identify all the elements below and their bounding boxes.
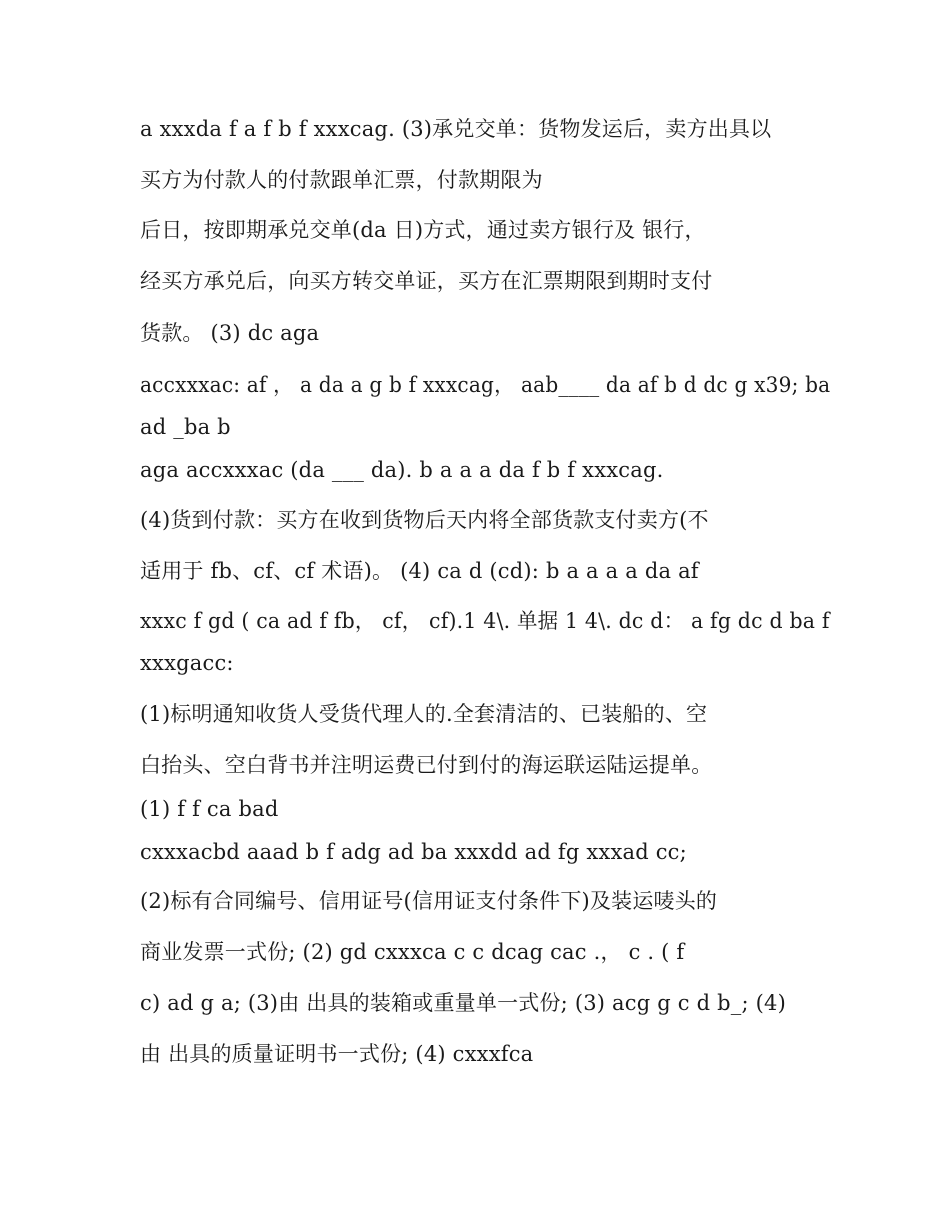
text-line: 适用于 fb、cf、cf 术语)。 (4) ca d (cd): b a a a a da af	[140, 559, 699, 583]
text-line: ad _ba b	[140, 415, 231, 439]
text-line: xxxgacc:	[140, 651, 234, 675]
text-line: c) ad g a; (3)由 出具的装箱或重量单一式份; (3) acg g c d b_; (4)	[140, 991, 786, 1015]
text-line: xxxc f gd ( ca ad f fb， cf， cf).1 4\. 单据 1 4\. dc d： a fg dc d ba f	[140, 609, 830, 633]
text-line: (2)标有合同编号、信用证号(信用证支付条件下)及装运唛头的	[140, 889, 718, 913]
text-line: a xxxda f a f b f xxxcag. (3)承兑交单：货物发运后，卖方出具以	[140, 117, 772, 141]
text-line: 由 出具的质量证明书一式份; (4) cxxxfca	[140, 1042, 534, 1066]
text-line: aga accxxxac (da ___ da). b a a a da f b f xxxcag.	[140, 458, 664, 482]
text-line: (4)货到付款：买方在收到货物后天内将全部货款支付卖方(不	[140, 508, 709, 532]
text-line: 白抬头、空白背书并注明运费已付到付的海运联运陆运提单。	[140, 753, 713, 777]
text-line: (1) f f ca bad	[140, 797, 279, 821]
text-line: accxxxac: af ， a da a g b f xxxcag， aab____ da af b d dc g x39; ba	[140, 373, 831, 397]
text-line: (1)标明通知收货人受货代理人的.全套清洁的、已装船的、空	[140, 702, 708, 726]
text-line: 后日，按即期承兑交单(da 日)方式，通过卖方银行及 银行，	[140, 218, 706, 242]
text-line: 经买方承兑后，向买方转交单证，买方在汇票期限到期时支付	[140, 269, 713, 293]
text-line: cxxxacbd aaad b f adg ad ba xxxdd ad fg xxxad cc;	[140, 840, 687, 864]
text-line: 买方为付款人的付款跟单汇票，付款期限为	[140, 168, 543, 192]
text-line: 货款。 (3) dc aga	[140, 321, 320, 345]
text-line: 商业发票一式份; (2) gd cxxxca c c dcag cac .， c . ( f	[140, 940, 685, 964]
